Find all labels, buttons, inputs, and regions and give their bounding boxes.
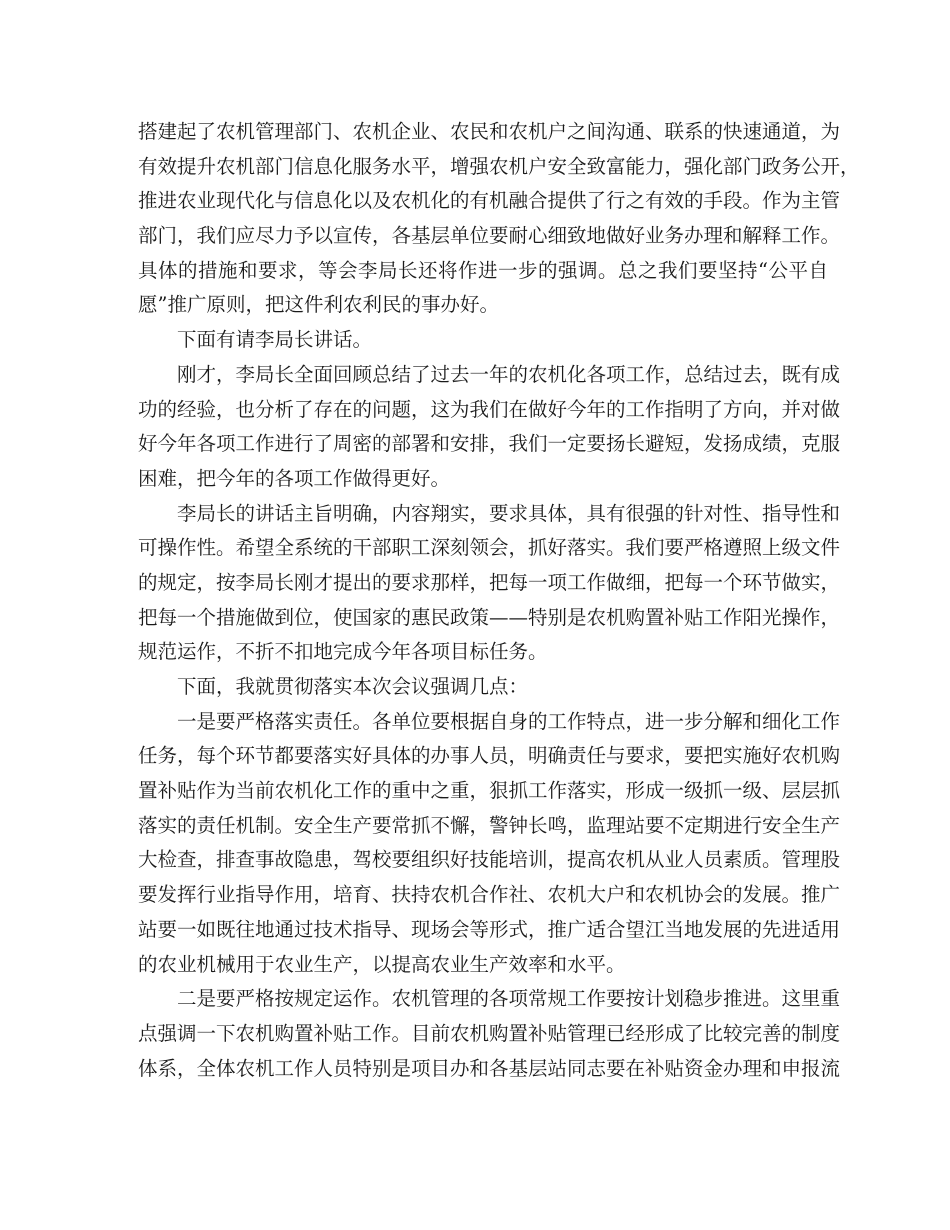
text-line: 刚才，李局长全面回顾总结了过去一年的农机化各项工作，总结过去，既有成	[177, 362, 841, 386]
text-line: 大检查，排查事故隐患，驾校要组织好技能培训，提高农机从业人员素质。管理股	[138, 848, 841, 872]
text-line: 任务，每个环节都要落实好具体的办事人员，明确责任与要求，要把实施好农机购	[138, 744, 841, 768]
text-line: 要发挥行业指导作用，培育、扶持农机合作社、农机大户和农机协会的发展。推广	[138, 883, 841, 907]
text-line: 好今年各项工作进行了周密的部署和安排，我们一定要扬长避短，发扬成绩，克服	[138, 432, 841, 456]
text-line: 推进农业现代化与信息化以及农机化的有机融合提供了行之有效的手段。作为主管	[138, 189, 841, 213]
text-line: 的农业机械用于农业生产，以提高农业生产效率和水平。	[138, 952, 626, 976]
text-line: 可操作性。希望全系统的干部职工深刻领会，抓好落实。我们要严格遵照上级文件	[138, 536, 841, 560]
text-line: 搭建起了农机管理部门、农机企业、农民和农机户之间沟通、联系的快速通道，为	[138, 120, 841, 143]
text-line: 的规定，按李局长刚才提出的要求那样，把每一项工作做细，把每一个环节做实，	[138, 570, 841, 594]
text-line: 下面，我就贯彻落实本次会议强调几点：	[177, 675, 529, 698]
text-line: 有效提升农机部门信息化服务水平，增强农机户安全致富能力，强化部门政务公开，	[138, 154, 860, 178]
text-line: 体系，全体农机工作人员特别是项目办和各基层站同志要在补贴资金办理和申报流	[138, 1056, 841, 1080]
document-body	[138, 115, 860, 1086]
text-line: 愿”推广原则，把这件利农利民的事办好。	[138, 293, 499, 317]
text-line: 置补贴作为当前农机化工作的重中之重，狠抓工作落实，形成一级抓一级、层层抓	[138, 779, 841, 803]
text-line: 点强调一下农机购置补贴工作。目前农机购置补贴管理已经形成了比较完善的制度	[138, 1021, 841, 1045]
text-line: 下面有请李局长讲话。	[177, 328, 373, 352]
text-line: 落实的责任机制。安全生产要常抓不懈，警钟长鸣，监理站要不定期进行安全生产	[138, 813, 841, 837]
text-line: 二是要严格按规定运作。农机管理的各项常规工作要按计划稳步推进。这里重	[177, 987, 841, 1011]
text-line: 站要一如既往地通过技术指导、现场会等形式，推广适合望江当地发展的先进适用	[138, 917, 841, 941]
text-line: 李局长的讲话主旨明确，内容翔实，要求具体，具有很强的针对性、指导性和	[177, 501, 841, 525]
text-line: 功的经验，也分析了存在的问题，这为我们在做好今年的工作指明了方向，并对做	[138, 397, 841, 421]
text-line: 具体的措施和要求，等会李局长还将作进一步的强调。总之我们要坚持“公平自	[138, 258, 828, 282]
text-line: 规范运作，不折不扣地完成今年各项目标任务。	[138, 640, 548, 664]
text-line: 把每一个措施做到位，使国家的惠民政策——特别是农机购置补贴工作阳光操作，	[138, 605, 841, 629]
text-line: 困难，把今年的各项工作做得更好。	[138, 466, 451, 490]
text-line: 部门，我们应尽力予以宣传，各基层单位要耐心细致地做好业务办理和解释工作。	[138, 224, 841, 248]
text-line: 一是要严格落实责任。各单位要根据自身的工作特点，进一步分解和细化工作	[177, 709, 841, 733]
